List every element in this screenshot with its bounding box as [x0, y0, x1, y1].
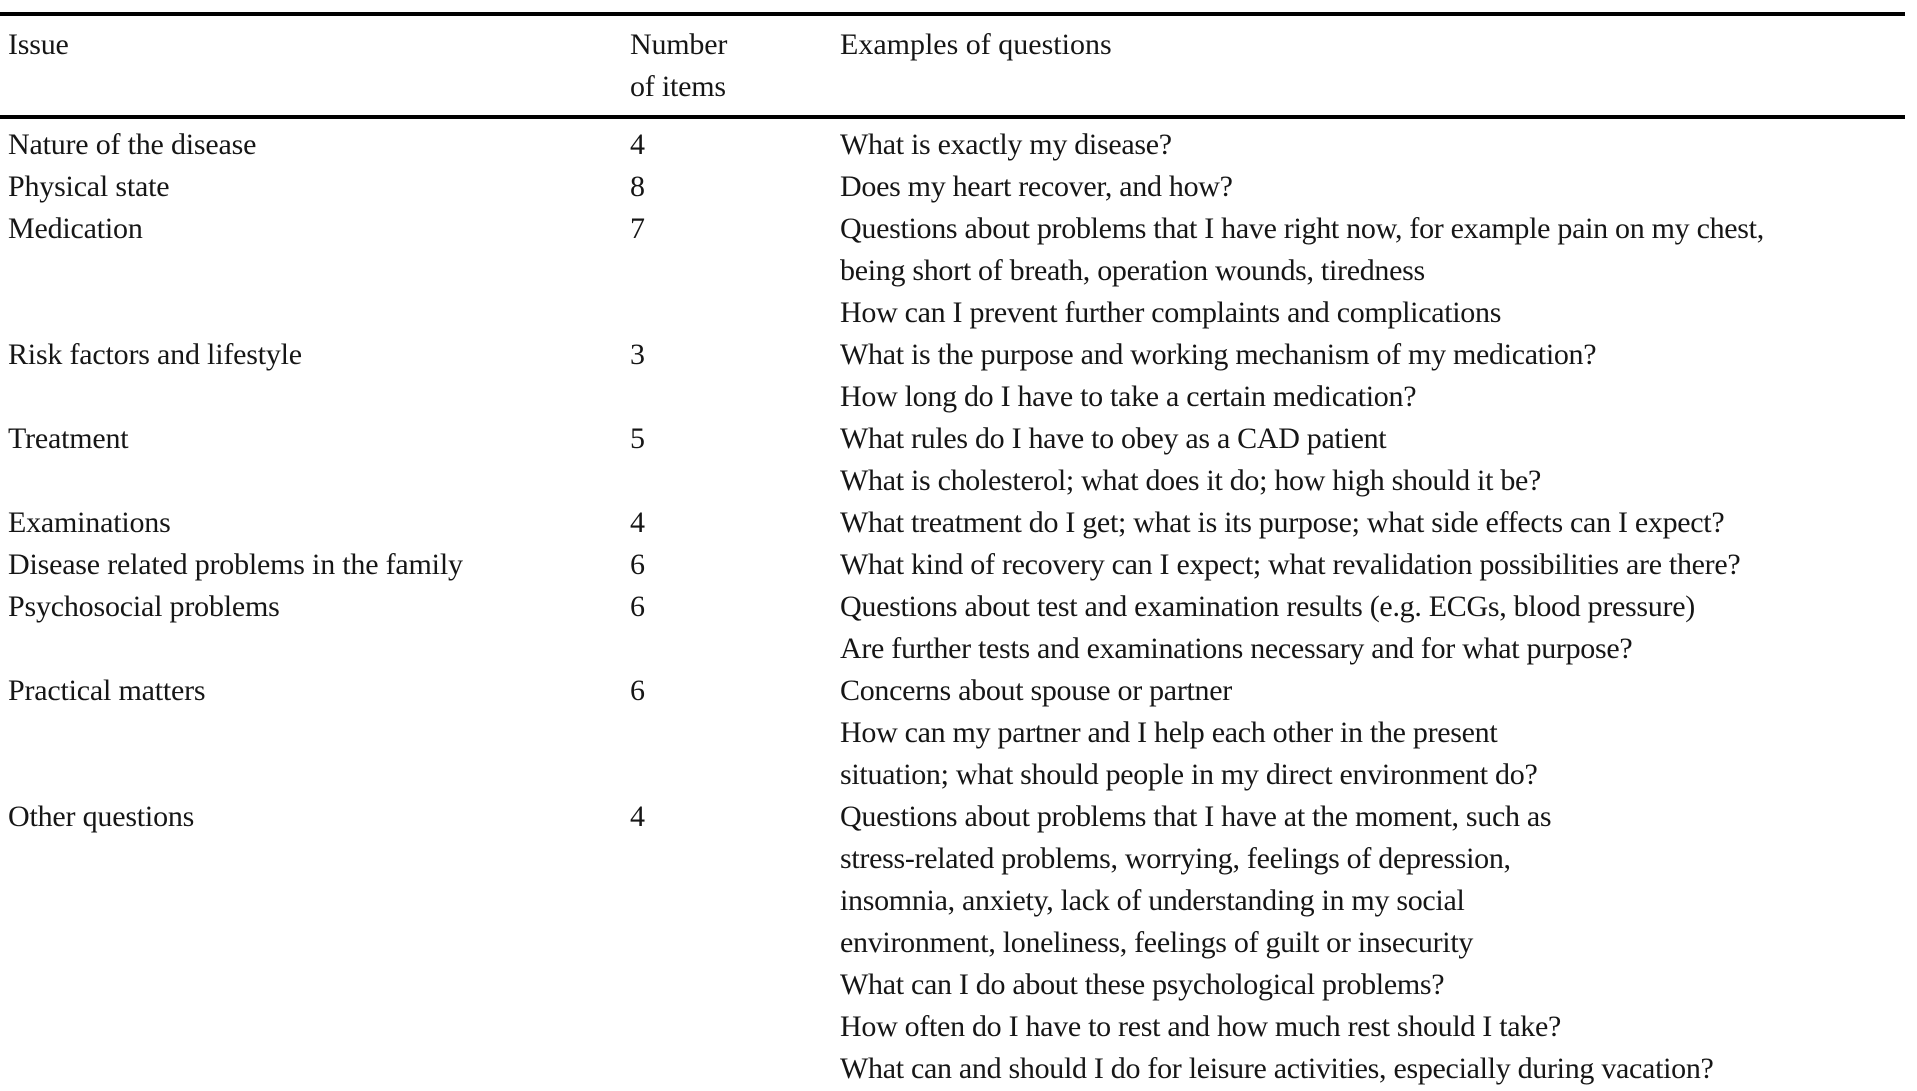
example-line: What is cholesterol; what does it do; how high should it be?: [840, 464, 1542, 497]
examples-cell: [840, 418, 1890, 502]
examples-cell: [840, 544, 1890, 586]
table-row-physical-state: [0, 166, 1917, 208]
example-line: being short of breath, operation wounds, tiredness: [840, 254, 1425, 287]
items-count-cell: 8: [630, 170, 645, 203]
example-line: Are further tests and examinations necessary and for what purpose?: [840, 632, 1633, 665]
issue-cell: Treatment: [8, 422, 129, 455]
issue-cell: Risk factors and lifestyle: [8, 338, 302, 371]
table-row-practical-matters: [0, 670, 1917, 796]
example-line: How often do I have to rest and how much rest should I take?: [840, 1010, 1561, 1043]
table-row-examinations: [0, 502, 1917, 544]
example-line: Does my heart recover, and how?: [840, 170, 1233, 203]
example-line: What is exactly my disease?: [840, 128, 1172, 161]
example-line: insomnia, anxiety, lack of understanding in my social: [840, 884, 1465, 917]
column-header-examples: Examples of questions: [840, 28, 1112, 61]
items-count-cell: 3: [630, 338, 645, 371]
items-count-cell: 4: [630, 128, 645, 161]
example-line: Concerns about spouse or partner: [840, 674, 1232, 707]
examples-cell: [840, 586, 1890, 670]
example-line: How can my partner and I help each other in the present: [840, 716, 1498, 749]
issue-cell: Other questions: [8, 800, 195, 833]
items-count-cell: 4: [630, 800, 645, 833]
table-body: [0, 119, 1917, 1090]
example-line: How long do I have to take a certain medication?: [840, 380, 1417, 413]
table-row-disease-related-problems-in-the-family: [0, 544, 1917, 586]
examples-cell: [840, 334, 1890, 418]
example-line: What kind of recovery can I expect; what revalidation possibilities are there?: [840, 548, 1741, 581]
items-count-cell: 5: [630, 422, 645, 455]
issue-cell: Practical matters: [8, 674, 206, 707]
column-header-number-line1: Number: [630, 28, 728, 61]
table-row-treatment: [0, 418, 1917, 502]
examples-cell: [840, 124, 1890, 166]
issue-cell: Nature of the disease: [8, 128, 257, 161]
examples-cell: [840, 796, 1890, 1090]
example-line: What is the purpose and working mechanism of my medication?: [840, 338, 1597, 371]
examples-cell: [840, 502, 1890, 544]
issue-cell: Psychosocial problems: [8, 590, 280, 623]
example-line: What can and should I do for leisure activities, especially during vacation?: [840, 1052, 1714, 1085]
issue-cell: Disease related problems in the family: [8, 548, 463, 581]
example-line: Questions about problems that I have at the moment, such as: [840, 800, 1552, 833]
example-line: environment, loneliness, feelings of guilt or insecurity: [840, 926, 1474, 959]
example-line: How can I prevent further complaints and complications: [840, 296, 1502, 329]
issue-cell: Medication: [8, 212, 143, 245]
table-row-nature-of-the-disease: [0, 124, 1917, 166]
examples-cell: [840, 670, 1890, 796]
items-count-cell: 6: [630, 590, 645, 623]
example-line: What treatment do I get; what is its purpose; what side effects can I expect?: [840, 506, 1725, 539]
column-header-issue: Issue: [8, 28, 69, 61]
examples-cell: [840, 166, 1890, 208]
table-row-psychosocial-problems: [0, 586, 1917, 670]
items-count-cell: 6: [630, 548, 645, 581]
column-header-number-line2: of items: [630, 70, 726, 103]
example-line: What rules do I have to obey as a CAD patient: [840, 422, 1387, 455]
examples-cell: [840, 208, 1890, 334]
items-count-cell: 4: [630, 506, 645, 539]
example-line: stress-related problems, worrying, feelings of depression,: [840, 842, 1511, 875]
issue-cell: Examinations: [8, 506, 171, 539]
example-line: What can I do about these psychological problems?: [840, 968, 1445, 1001]
example-line: situation; what should people in my direct environment do?: [840, 758, 1538, 791]
table-row-medication: [0, 208, 1917, 334]
column-header-number-of-items: [630, 24, 840, 108]
example-line: Questions about test and examination results (e.g. ECGs, blood pressure): [840, 590, 1695, 623]
items-count-cell: 7: [630, 212, 645, 245]
table-row-other-questions: [0, 796, 1917, 1090]
table-header-row: [0, 16, 1917, 115]
table-row-risk-factors-and-lifestyle: [0, 334, 1917, 418]
items-count-cell: 6: [630, 674, 645, 707]
issue-cell: Physical state: [8, 170, 170, 203]
example-line: Questions about problems that I have right now, for example pain on my chest,: [840, 212, 1764, 245]
